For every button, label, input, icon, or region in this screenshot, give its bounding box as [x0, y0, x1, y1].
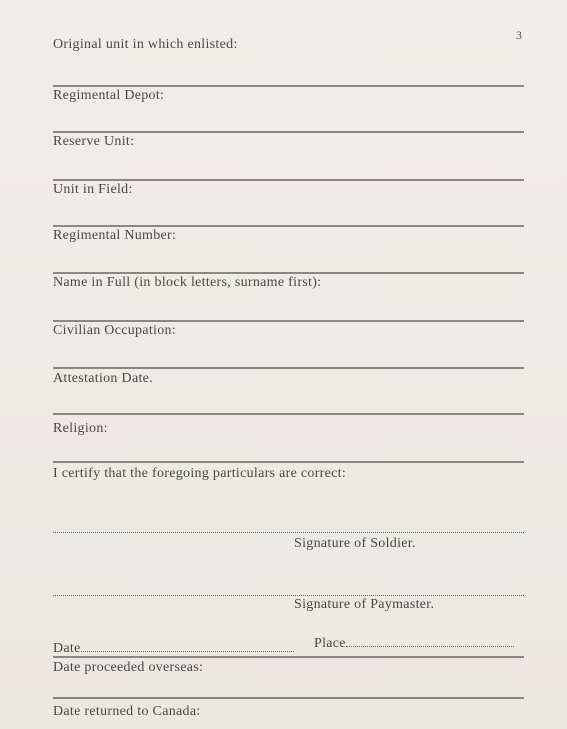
regimental-depot-label: Regimental Depot: [53, 88, 165, 103]
name-in-full-label: Name in Full (in block letters, surname first): [53, 275, 322, 290]
unit-in-field-label: Unit in Field: [53, 182, 133, 197]
date-label: Date [53, 641, 81, 656]
place-dotted-line [346, 645, 514, 647]
paymaster-signature-caption: Signature of Paymaster. [294, 597, 435, 612]
divider-rule [53, 367, 524, 369]
place-field [314, 636, 514, 652]
soldier-signature-caption: Signature of Soldier. [294, 536, 416, 551]
divider-rule [53, 225, 524, 227]
divider-rule [53, 179, 524, 181]
divider-rule [53, 272, 524, 274]
date-dotted-line [81, 650, 294, 652]
divider-rule [53, 131, 524, 133]
religion-label: Religion: [53, 421, 108, 436]
page-number: 3 [516, 28, 522, 42]
divider-rule [53, 85, 524, 87]
paymaster-signature-line [53, 595, 524, 596]
divider-rule [53, 461, 524, 463]
divider-rule [53, 656, 524, 658]
divider-rule [53, 320, 524, 322]
place-label: Place [314, 636, 346, 651]
civilian-occupation-label: Civilian Occupation: [53, 323, 177, 338]
divider-rule [53, 413, 524, 415]
reserve-unit-label: Reserve Unit: [53, 134, 135, 149]
date-returned-to-canada-label: Date returned to Canada: [53, 704, 201, 719]
date-field [53, 641, 294, 657]
divider-rule [53, 697, 524, 699]
attestation-date-label: Attestation Date. [53, 371, 153, 386]
certify-statement: I certify that the foregoing particulars are correct: [53, 466, 347, 481]
regimental-number-label: Regimental Number: [53, 228, 177, 243]
date-proceeded-overseas-label: Date proceeded overseas: [53, 660, 204, 675]
soldier-signature-line [53, 532, 524, 533]
original-unit-label: Original unit in which enlisted: [53, 37, 238, 52]
